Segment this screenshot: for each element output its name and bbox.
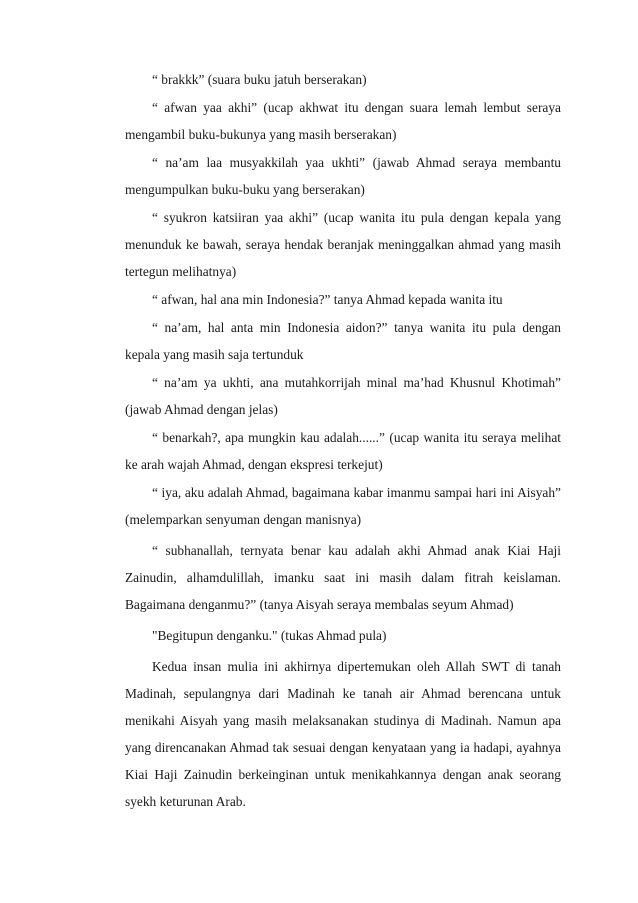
paragraph: “ brakkk” (suara buku jatuh berserakan)	[152, 72, 367, 87]
paragraph: “ subhanallah, ternyata benar kau adalah akhi Ahmad anak Kiai Haji Zainudin, alhamdulillah, imanku saat ini masih dalam fitrah keislaman. Bagaimana denganmu?” (tanya Aisyah seraya membalas seyum Ahmad)	[125, 543, 561, 612]
paragraph: Kedua insan mulia ini akhirnya dipertemukan oleh Allah SWT di tanah Madinah, sepulangnya dari Madinah ke tanah air Ahmad berencana untuk menikahi Aisyah yang masih melaksanakan studinya di Madinah. Namun apa yang direncanakan Ahmad tak sesuai dengan kenyataan yang ia hadapi, ayahnya Kiai Haji Zainudin berkeinginan untuk menikahkannya dengan anak seorang syekh keturunan Arab.	[125, 659, 561, 809]
document-body	[125, 66, 561, 815]
paragraph: “ na’am laa musyakkilah yaa ukhti” (jawab Ahmad seraya membantu mengumpulkan buku-buku yang berserakan)	[125, 155, 561, 197]
paragraph: “ na’am, hal anta min Indonesia aidon?” tanya wanita itu pula dengan kepala yang masih saja tertunduk	[125, 320, 561, 362]
paragraph: “ na’am ya ukhti, ana mutahkorrijah minal ma’had Khusnul Khotimah” (jawab Ahmad dengan jelas)	[125, 375, 561, 417]
paragraph: “ afwan yaa akhi” (ucap akhwat itu dengan suara lemah lembut seraya mengambil buku-bukunya yang masih berserakan)	[125, 100, 561, 142]
paragraph: “ syukron katsiiran yaa akhi” (ucap wanita itu pula dengan kepala yang menunduk ke bawah, seraya hendak beranjak meninggalkan ahmad yang masih tertegun melihatnya)	[125, 210, 561, 279]
paragraph: “ benarkah?, apa mungkin kau adalah......” (ucap wanita itu seraya melihat ke arah wajah Ahmad, dengan ekspresi terkejut)	[125, 430, 561, 472]
paragraph: “ afwan, hal ana min Indonesia?” tanya Ahmad kepada wanita itu	[152, 292, 503, 307]
paragraph: “ iya, aku adalah Ahmad, bagaimana kabar imanmu sampai hari ini Aisyah” (melemparkan senyuman dengan manisnya)	[125, 485, 561, 527]
paragraph: "Begitupun denganku." (tukas Ahmad pula)	[152, 628, 387, 643]
